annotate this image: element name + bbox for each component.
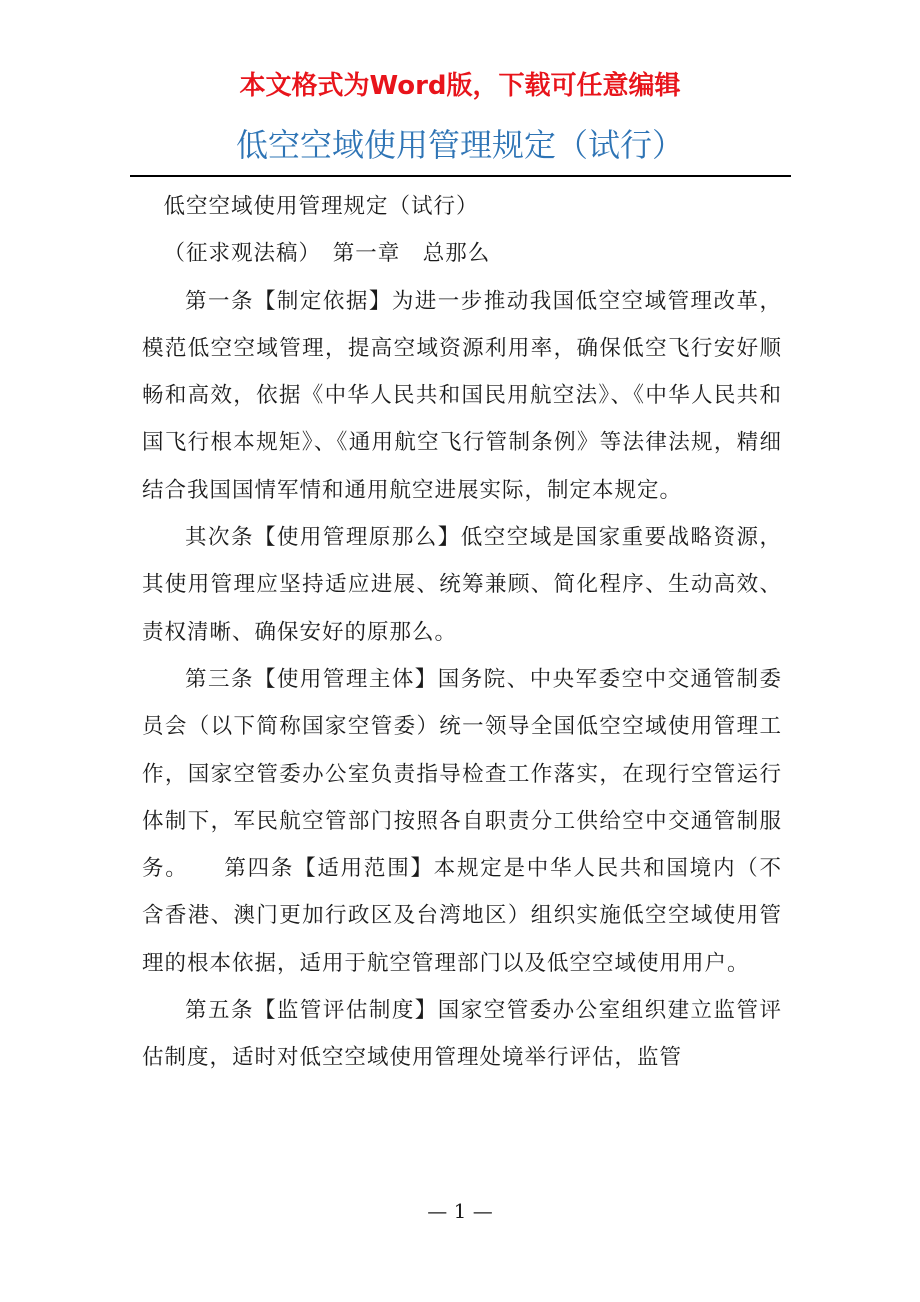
document-body: [142, 183, 782, 1082]
article-1-paragraph: 第一条【制定依据】为进一步推动我国低空空域管理改革，模范低空空域管理，提高空域资源利用率，确保低空飞行安好顺畅和高效，依据《中华人民共和国民用航空法》、《中华人民共和国飞行根本规矩》、《通用航空飞行管制条例》等法律法规，精细结合我国国情军情和通用航空进展实际，制定本规定。: [142, 288, 782, 503]
body-subtitle: 低空空域使用管理规定（试行）: [163, 194, 479, 219]
article-5-paragraph: 第五条【监管评估制度】国家空管委办公室组织建立监管评估制度，适时对低空空域使用管理处境举行评估，监管: [142, 998, 782, 1071]
title-rule: [130, 175, 791, 177]
draft-and-chapter-heading: （征求观法稿） 第一章 总那么: [163, 241, 491, 267]
word-format-notice: 本文格式为Word版，下载可任意编辑: [239, 71, 681, 101]
page-number: — 1 —: [427, 1199, 493, 1223]
article-2-paragraph: 其次条【使用管理原那么】低空空域是国家重要战略资源，其使用管理应坚持适应进展、统筹兼顾、简化程序、生动高效、责权清晰、确保安好的原那么。: [142, 525, 782, 645]
document-title: 低空空域使用管理规定（试行）: [235, 126, 684, 164]
article-3-4-paragraph: 第三条【使用管理主体】国务院、中央军委空中交通管制委员会（以下简称国家空管委）统一领导全国低空空域使用管理工作，国家空管委办公室负责指导检查工作落实，在现行空管运行体制下，军民航空管部门按照各自职责分工供给空中交通管制服务。 第四条【适用范围】本规定是中华人民共和国境内（不含香港、澳门更加行政区及台湾地区）组织实施低空空域使用管理的根本依据，适用于航空管理部门以及低空空域使用用户。: [142, 666, 782, 976]
